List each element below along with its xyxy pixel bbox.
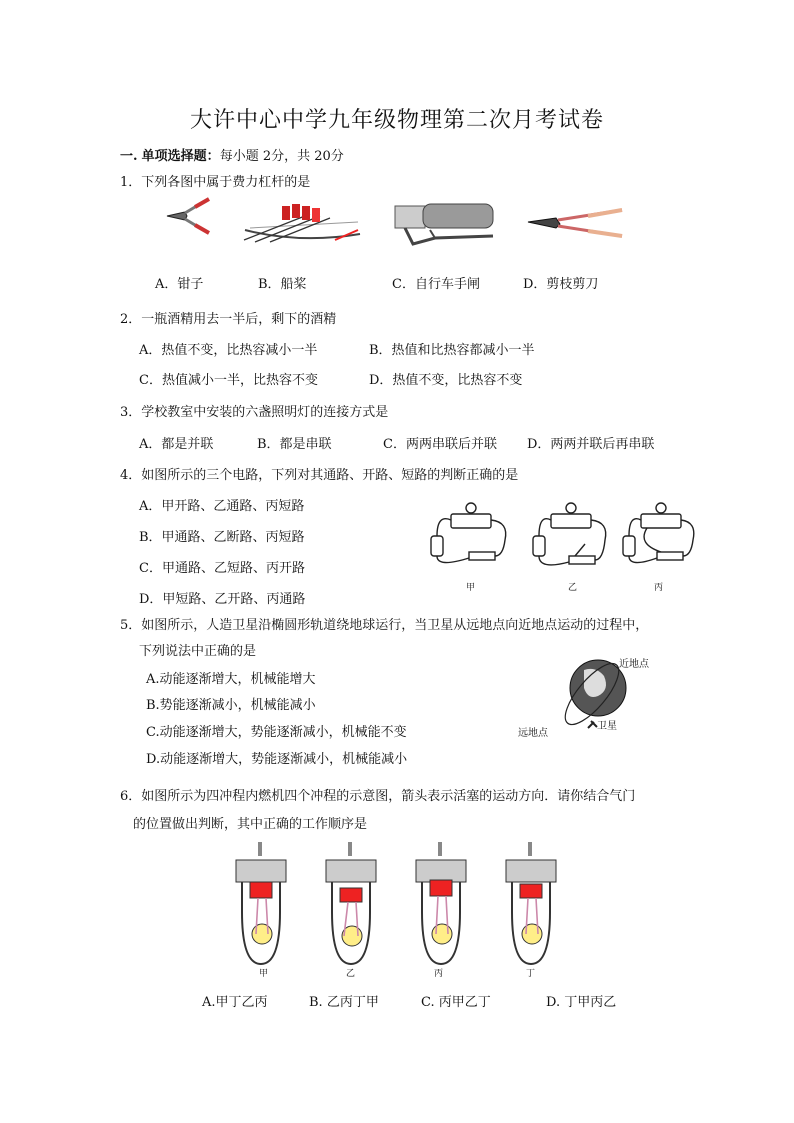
engine-strokes-figure: [228, 842, 558, 972]
circuit-yi: [533, 503, 606, 565]
question-3-stem: 3．学校教室中安装的六盏照明灯的连接方式是: [120, 405, 389, 420]
q3-option-a[interactable]: A．都是并联: [139, 437, 214, 452]
q3-option-c[interactable]: C．两两串联后并联: [383, 437, 497, 452]
pliers-figure: [165, 198, 215, 238]
q5-option-c[interactable]: C.动能逐渐增大，势能逐渐减小，机械能不变: [146, 725, 407, 740]
circuit-label-jia: 甲: [466, 583, 476, 593]
satellite-label: 卫星: [597, 721, 617, 732]
q3-option-b[interactable]: B．都是串联: [257, 437, 332, 452]
question-6-stem: 6．如图所示为四冲程内燃机四个冲程的示意图，箭头表示活塞的运动方向．请你结合气门: [120, 789, 636, 804]
circuit-label-yi: 乙: [568, 583, 578, 593]
q6-option-a[interactable]: A.甲丁乙丙: [202, 995, 268, 1010]
section-name: 单项选择题：: [141, 149, 220, 164]
q5-option-a[interactable]: A.动能逐渐增大，机械能增大: [146, 672, 316, 687]
engine-label-jia: 甲: [259, 969, 269, 979]
q2-option-a[interactable]: A．热值不变，比热容减小一半: [139, 343, 318, 358]
rowing-boat-figure: [240, 200, 365, 248]
q1-option-c[interactable]: C．自行车手闸: [392, 277, 480, 292]
q6-option-c[interactable]: C. 丙甲乙丁: [421, 995, 491, 1010]
q3-option-d[interactable]: D．两两并联后再串联: [527, 437, 655, 452]
circuit-bing: [623, 503, 694, 563]
q4-option-a[interactable]: A．甲开路、乙通路、丙短路: [139, 499, 305, 514]
q2-option-d[interactable]: D．热值不变，比热容不变: [369, 373, 523, 388]
q1-option-a[interactable]: A．钳子: [155, 277, 204, 292]
circuit-label-bing: 丙: [654, 583, 664, 593]
question-6-stem-cont: 的位置做出判断，其中正确的工作顺序是: [133, 817, 368, 832]
q2-option-c[interactable]: C．热值减小一半，比热容不变: [139, 373, 318, 388]
q4-option-d[interactable]: D．甲短路、乙开路、丙通路: [139, 592, 306, 607]
pruning-shears-figure: [528, 208, 623, 240]
section-number: 一.: [120, 149, 138, 164]
question-5-stem: 5．如图所示，人造卫星沿椭圆形轨道绕地球运行，当卫星从远地点向近地点运动的过程中，: [120, 618, 649, 633]
question-2-stem: 2．一瓶酒精用去一半后，剩下的酒精: [120, 312, 337, 327]
page-title: 大许中心中学九年级物理第二次月考试卷: [189, 108, 604, 133]
question-5-stem-cont: 下列说法中正确的是: [139, 644, 257, 659]
engine-yi: [326, 842, 376, 964]
engine-label-ding: 丁: [526, 969, 536, 979]
engine-label-yi: 乙: [346, 969, 356, 979]
q5-option-b[interactable]: B.势能逐渐减小，机械能减小: [146, 698, 316, 713]
q4-option-b[interactable]: B．甲通路、乙断路、丙短路: [139, 530, 305, 545]
q4-option-c[interactable]: C．甲通路、乙短路、丙开路: [139, 561, 305, 576]
q6-option-d[interactable]: D. 丁甲丙乙: [546, 995, 617, 1010]
section-heading: [120, 145, 344, 164]
q1-option-d[interactable]: D．剪枝剪刀: [523, 277, 599, 292]
question-1-stem: 1．下列各图中属于费力杠杆的是: [120, 175, 311, 190]
circuit-jia: [431, 503, 506, 563]
apogee-label: 远地点: [518, 728, 548, 739]
q2-option-b[interactable]: B．热值和比热容都减小一半: [369, 343, 535, 358]
q5-option-d[interactable]: D.动能逐渐增大，势能逐渐减小，机械能减小: [146, 752, 408, 767]
engine-bing: [416, 842, 466, 964]
q6-option-b[interactable]: B. 乙丙丁甲: [309, 995, 379, 1010]
question-4-stem: 4．如图所示的三个电路，下列对其通路、开路、短路的判断正确的是: [120, 468, 519, 483]
perigee-label: 近地点: [619, 659, 649, 670]
q1-option-b[interactable]: B．船桨: [258, 277, 307, 292]
bike-brake-figure: [395, 200, 500, 248]
section-rule: 每小题 2分，共 20分: [219, 149, 344, 164]
engine-ding: [506, 842, 556, 964]
engine-jia: [236, 842, 286, 964]
engine-label-bing: 丙: [434, 969, 444, 979]
